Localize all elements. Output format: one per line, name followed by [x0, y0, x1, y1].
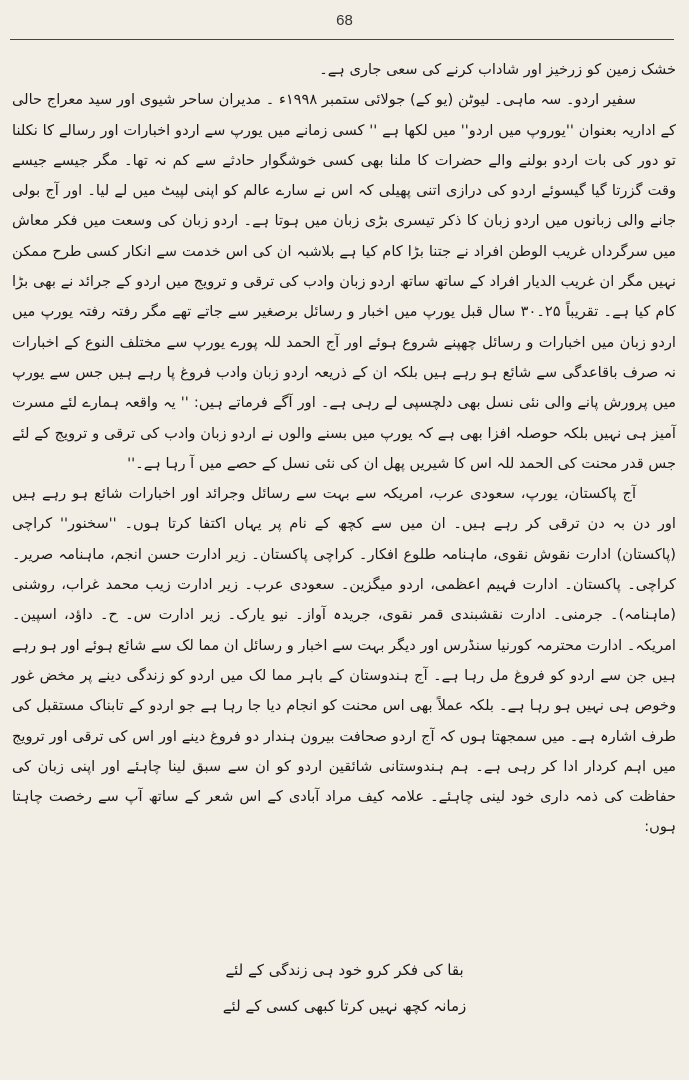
paragraph-1: خشک زمین کو زرخیز اور شاداب کرنے کی سعی جاری ہے۔ — [319, 61, 676, 78]
paragraph-2: سفیر اردو۔ سہ ماہی۔ لیوٹن (یو کے) جولائی ستمبر ۱۹۹۸ء ۔ مدیران ساحر شیوی اور سید معراج حالی کے اداریہ بعنوان ''یوروپ میں اردو'' میں لکھا ہے '' کسی زمانے میں یورپ سے اردو اخبارات اور رسالے کا نکلنا تو دور کی بات اردو بولنے والے حضرات کا ملنا بھی کسی خوشگوار حادثے سے کم نہ تھا۔ مگر جیسے جیسے وقت گزرتا گیا گیسوئے اردو کی درازی اتنی پھیلی کہ اس نے سارے عالم کو اپنی لپیٹ میں لے لیا۔ اور آج بولی جانے والی زبانوں میں اردو زبان کا ذکر تیسری بڑی زبان میں ہوتا ہے۔ اردو زبان کی وسعت میں فکر معاش میں سرگرداں غریب الوطن افراد نے جتنا بڑا کام کیا ہے بلاشبہ ان کی اس خدمت سے انکار کسی طرح ممکن نہیں مگر ان غریب الدیار افراد کے ساتھ ساتھ اردو زبان وادب کی ترقی و ترویج میں اردو کے جرائد نے بھی بڑا کام کیا ہے۔ تقریباً ۲۵۔۳۰ سال قبل یورپ میں اخبار و رسائل برصغیر سے جاتے تھے مگر رفتہ رفتہ یورپ میں اردو زبان میں اخبارات و رسائل چھپنے شروع ہوئے اور آج الحمد للہ پورے یورپ سے مختلف النوع کے اخبارات نہ صرف باقاعدگی سے شائع ہو رہے ہیں بلکہ ان کے ذریعہ اردو زبان وادب فروغ پا رہے ہیں جس سے یورپ میں پرورش پانے والی نئی نسل بھی دلچسپی لے رہی ہے۔ اور آگے فرماتے ہیں: '' یہ واقعہ ہمارے لئے مسرت آمیز ہی نہیں بلکہ حوصلہ افزا بھی ہے کہ یورپ میں بسنے والوں نے اردو زبان وادب کی ترقی و ترویج کے لئے جس قدر محنت کی الحمد للہ اس کا شیریں پھل ان کی نئی نسل کے حصے میں آ رہا ہے۔'' — [12, 91, 676, 472]
couplet-line-1: بقا کی فکر کرو خود ہی زندگی کے لئے — [225, 961, 464, 979]
header-rule — [10, 39, 674, 40]
paragraph-3: آج پاکستان، یورپ، سعودی عرب، امریکہ سے بہت سے رسائل وجرائد اور اخبارات شائع ہو رہے ہیں اور دن بہ دن ترقی کر رہے ہیں۔ ان میں سے کچھ کے نام پر یہاں اکتفا کرتا ہوں۔ ''سخنور'' کراچی (پاکستان) ادارت نقوش نقوی، ماہنامہ طلوع افکار۔ کراچی پاکستان۔ زیر ادارت حسن انجم، ماہنامہ صریر۔ کراچی۔ پاکستان۔ ادارت فہیم اعظمی، اردو میگزین۔ سعودی عرب۔ زیر ادارت زیب محمد غراب، روشنی (ماہنامہ)۔ جرمنی۔ ادارت نقشبندی قمر نقوی، جریدہ آواز۔ نیو یارک۔ زیر ادارت س۔ ح۔ داؤد، اسپین۔ امریکہ۔ ادارت محترمہ کورنیا سنڈرس اور دیگر بہت سے اخبار و رسائل ان مما لک سے شائع ہوئے اور ہو رہے ہیں جن سے اردو کو فروغ مل رہا ہے۔ آج ہندوستان کے باہر مما لک میں اردو کو زندگی دینے پر مخض غور وخوص ہی نہیں ہو رہا ہے۔ بلکہ عملاً بھی اس محنت کو انجام دیا جا رہا ہے جو اردو کے تابناک مستقبل کی طرف اشارہ ہے۔ میں سمجھتا ہوں کہ آج اردو صحافت بیرون ہندار دو فروغ دینے اور اس کی ترقی اور ترویج میں اہم کردار ادا کر رہی ہے۔ ہم ہندوستانی شائقین اردو کو ان سے سبق لینا چاہئے اور اپنی زبان کی حفاظت کی ذمہ داری خود لینی چاہئے۔ علامہ کیف مراد آبادی کے اس شعر کے ساتھ آپ سے رخصت چاہتا ہوں: — [12, 485, 676, 836]
page-number: 68 — [336, 12, 353, 29]
couplet-line-2: زمانہ کچھ نہیں کرتا کبھی کسی کے لئے — [222, 997, 467, 1015]
body-text — [12, 55, 676, 843]
poem-couplet — [0, 952, 689, 1024]
